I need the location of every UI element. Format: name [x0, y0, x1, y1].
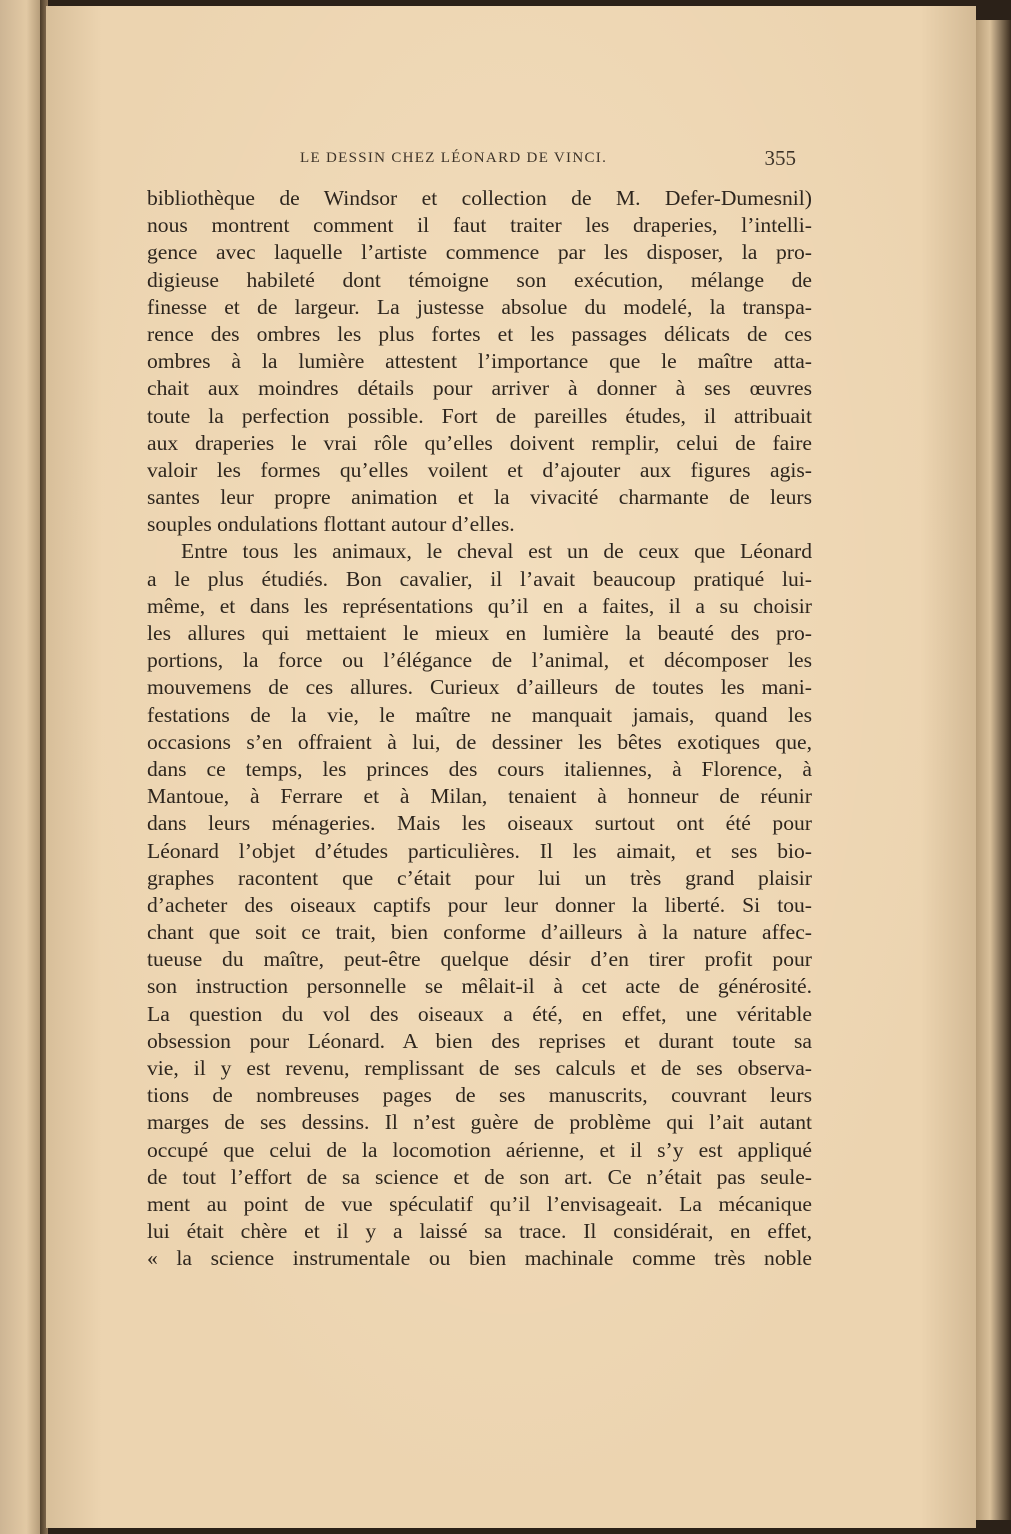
text-line: chait aux moindres détails pour arriver à donner à ses œuvres	[147, 376, 812, 401]
text-line: dans leurs ménageries. Mais les oiseaux surtout ont été pour	[147, 811, 812, 836]
text-line: toute la perfection possible. Fort de pareilles études, il attribuait	[147, 403, 812, 428]
text-line: chant que soit ce trait, bien conforme d’ailleurs à la nature affec-	[147, 920, 812, 945]
page-header	[300, 146, 796, 174]
text-line: mouvemens de ces allures. Curieux d’ailleurs de toutes les mani-	[147, 675, 812, 700]
text-line: finesse et de largeur. La justesse absolue du modelé, la transpa-	[147, 294, 812, 319]
text-line: occasions s’en offraient à lui, de dessiner les bêtes exotiques que,	[147, 729, 812, 754]
text-line: lui était chère et il y a laissé sa trace. Il considérait, en effet,	[147, 1219, 812, 1244]
text-line: « la science instrumentale ou bien machinale comme très noble	[147, 1246, 812, 1271]
text-line: graphes racontent que c’était pour lui un très grand plaisir	[147, 865, 812, 890]
text-line: santes leur propre animation et la vivacité charmante de leurs	[147, 485, 812, 510]
text-line: gence avec laquelle l’artiste commence par les disposer, la pro-	[147, 240, 812, 265]
page-number: 355	[764, 146, 796, 170]
text-line: digieuse habileté dont témoigne son exécution, mélange de	[147, 267, 812, 292]
text-line: vie, il y est revenu, remplissant de ses calculs et de ses observa-	[147, 1056, 812, 1080]
page-stack-edge	[976, 20, 1011, 1520]
text-line: ombres à la lumière attestent l’importance que le maître atta-	[147, 349, 812, 374]
text-line: festations de la vie, le maître ne manquait jamais, quand les	[147, 702, 812, 727]
text-line: La question du vol des oiseaux a été, en effet, une véritable	[147, 1001, 812, 1026]
running-head: LE DESSIN CHEZ LÉONARD DE VINCI.	[300, 150, 608, 166]
text-line: ment au point de vue spéculatif qu’il l’envisageait. La mécanique	[147, 1191, 812, 1216]
text-line: obsession pour Léonard. A bien des reprises et durant toute sa	[147, 1028, 812, 1053]
text-line: occupé que celui de la locomotion aérienne, et il s’y est appliqué	[147, 1137, 812, 1162]
text-line: aux draperies le vrai rôle qu’elles doivent remplir, celui de faire	[147, 430, 812, 455]
previous-page-edge	[0, 0, 44, 1534]
text-line: même, et dans les représentations qu’il en a faites, il a su choisir	[147, 593, 812, 618]
text-line: Mantoue, à Ferrare et à Milan, tenaient à honneur de réunir	[147, 784, 812, 809]
text-line: tueuse du maître, peut-être quelque désir d’en tirer profit pour	[147, 947, 812, 972]
text-line: dans ce temps, les princes des cours italiennes, à Florence, à	[147, 756, 812, 781]
paragraph-last-line: souples ondulations flottant autour d’elles.	[147, 512, 515, 537]
text-line: valoir les formes qu’elles voilent et d’ajouter aux figures agis-	[147, 457, 812, 482]
text-line: tions de nombreuses pages de ses manuscrits, couvrant leurs	[147, 1083, 812, 1108]
text-line: rence des ombres les plus fortes et les passages délicats de ces	[147, 321, 812, 346]
text-line: a le plus étudiés. Bon cavalier, il l’avait beaucoup pratiqué lui-	[147, 566, 812, 591]
text-line: Léonard l’objet d’études particulières. Il les aimait, et ses bio-	[147, 838, 812, 863]
text-line: portions, la force ou l’élégance de l’animal, et décomposer les	[147, 648, 812, 673]
text-line: bibliothèque de Windsor et collection de M. Defer-Dumesnil)	[147, 186, 812, 210]
text-line: d’acheter des oiseaux captifs pour leur donner la liberté. Si tou-	[147, 892, 812, 917]
text-line: marges de ses dessins. Il n’est guère de problème qui l’ait autant	[147, 1110, 812, 1135]
text-line: les allures qui mettaient le mieux en lumière la beauté des pro-	[147, 621, 812, 645]
text-line: nous montrent comment il faut traiter les draperies, l’intelli-	[147, 213, 812, 238]
text-line: son instruction personnelle se mêlait-il à cet acte de générosité.	[147, 974, 812, 999]
paragraph-first-line: Entre tous les animaux, le cheval est un de ceux que Léonard	[181, 539, 812, 564]
text-line: de tout l’effort de sa science et de son art. Ce n’était pas seule-	[147, 1164, 812, 1189]
body-text	[147, 185, 812, 1273]
